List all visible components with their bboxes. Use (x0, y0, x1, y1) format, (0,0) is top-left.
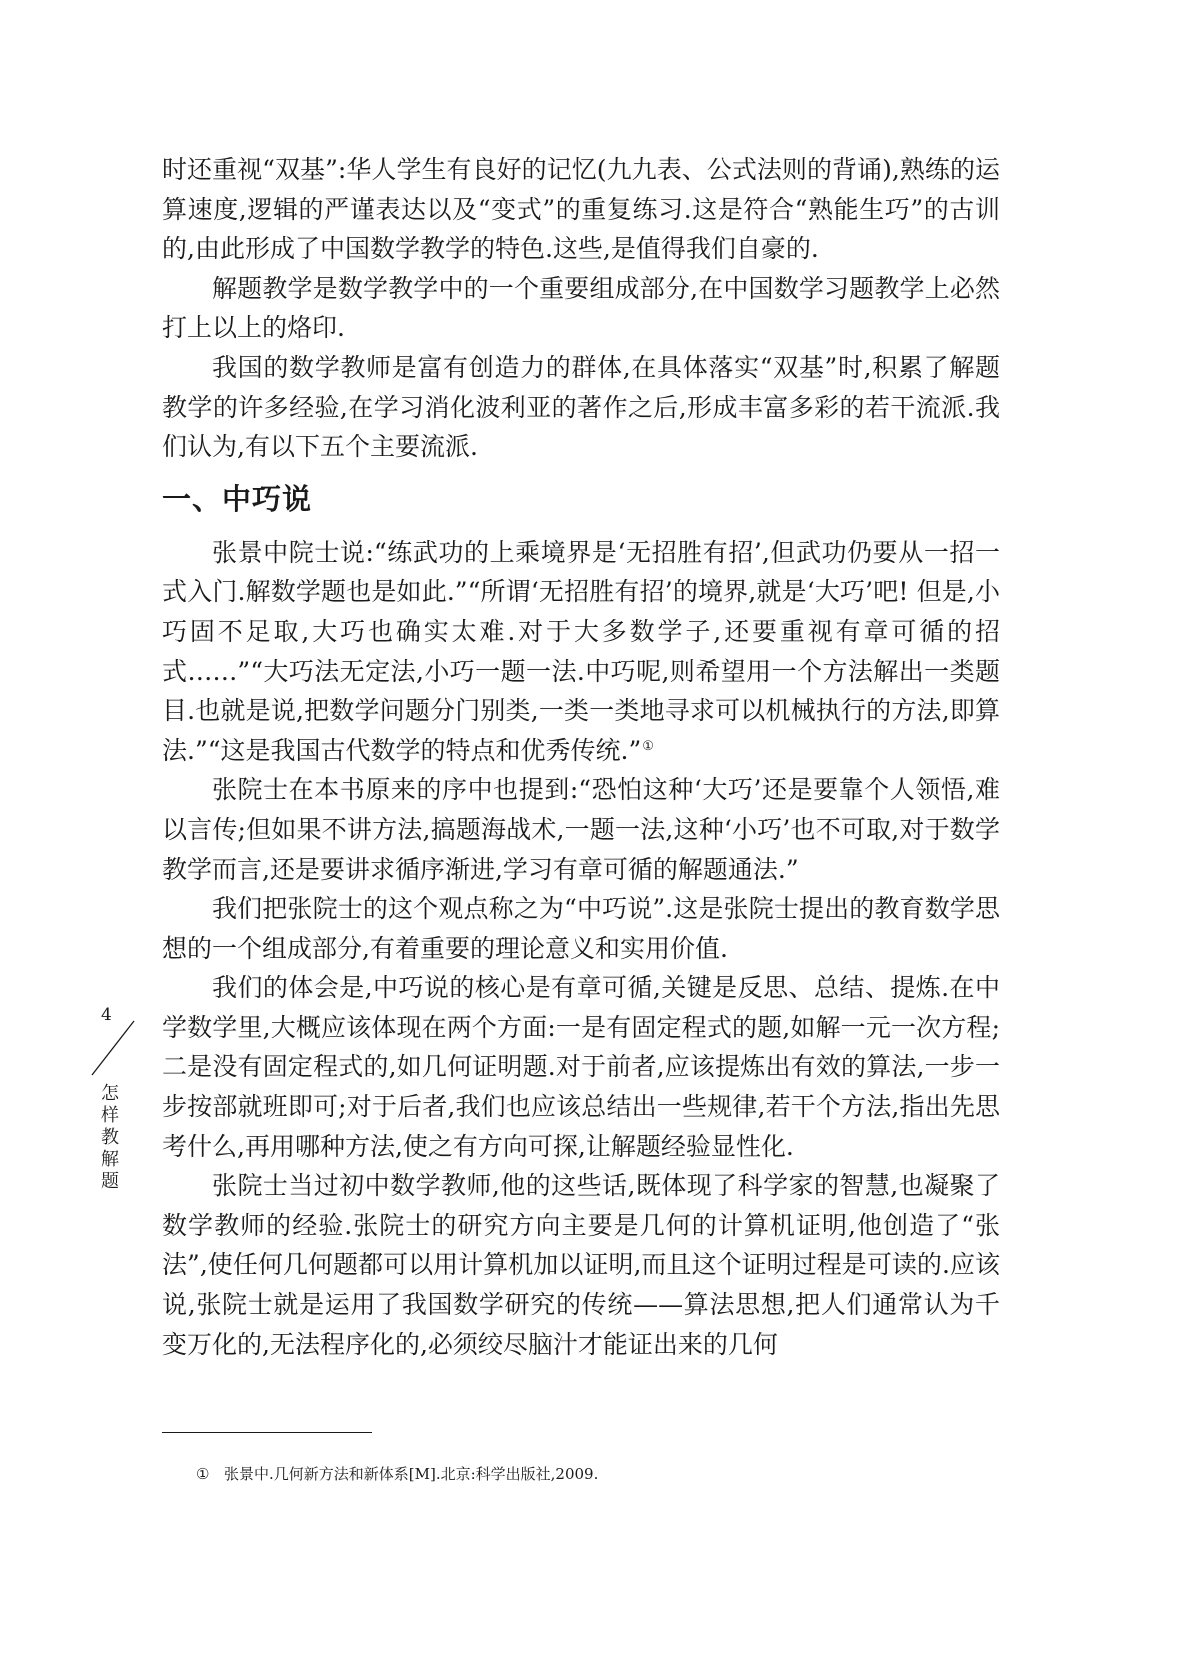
paragraph-with-footnote (162, 533, 1000, 771)
footnote (196, 1463, 598, 1485)
paragraph: 张院士在本书原来的序中也提到:“恐怕这种‘大巧’还是要靠个人领悟,难以言传;但如果不讲方法,搞题海战术,一题一法,这种‘小巧’也不可取,对于数学教学而言,还是要讲求循序渐进,学习有章可循的解题通法.” (162, 775, 1000, 884)
margin-divider-line (88, 1019, 140, 1077)
paragraph: 张院士当过初中数学教师,他的这些话,既体现了科学家的智慧,也凝聚了数学教师的经验.张院士的研究方向主要是几何的计算机证明,他创造了“张法”,使任何几何题都可以用计算机加以证明,而且这个证明过程是可读的.应该说,张院士就是运用了我国数学研究的传统——算法思想,把人们通常认为千变万化的,无法程序化的,必须绞尽脑汁才能证出来的几何 (162, 1171, 1000, 1359)
book-title-vertical: 怎样教解题 (98, 1083, 119, 1193)
footnote-text: 张景中.几何新方法和新体系[M].北京:科学出版社,2009. (224, 1465, 599, 1483)
footnote-reference: ① (642, 738, 654, 754)
page-number: 4 (101, 1005, 112, 1025)
paragraph: 我们的体会是,中巧说的核心是有章可循,关键是反思、总结、提炼.在中学数学里,大概应该体现在两个方面:一是有固定程式的题,如解一元一次方程;二是没有固定程式的,如几何证明题.对于前者,应该提炼出有效的算法,一步一步按部就班即可;对于后者,我们也应该总结出一些规律,若干个方法,指出先思考什么,再用哪种方法,使之有方向可探,让解题经验显性化. (162, 973, 1000, 1161)
paragraph-continued: 时还重视“双基”:华人学生有良好的记忆(九九表、公式法则的背诵),熟练的运算速度,逻辑的严谨表达以及“变式”的重复练习.这是符合“熟能生巧”的古训的,由此形成了中国数学教学的特色.这些,是值得我们自豪的. (162, 155, 1000, 264)
margin-running-head (84, 1005, 144, 1235)
paragraph: 我国的数学教师是富有创造力的群体,在具体落实“双基”时,积累了解题教学的许多经验,在学习消化波利亚的著作之后,形成丰富多彩的若干流派.我们认为,有以下五个主要流派. (162, 352, 1000, 462)
main-text (162, 150, 1000, 1364)
paragraph-text: 张景中院士说:“练武功的上乘境界是‘无招胜有招’,但武功仍要从一招一式入门.解数学题也是如此.”“所谓‘无招胜有招’的境界,就是‘大巧’吧! 但是,小巧固不足取,大巧也确实太难.对于大多数学子,还要重视有章可循的招式……”“大巧法无定法,小巧一题一法.中巧呢,则希望用一个方法解出一类题目.也就是说,把数学问题分门别类,一类一类地寻求可以机械执行的方法,即算法.”“这是我国古代数学的特点和优秀传统.” (162, 537, 1000, 765)
footnote-divider (162, 1432, 372, 1433)
section-heading: 一、中巧说 (162, 481, 313, 516)
paragraph: 解题教学是数学教学中的一个重要组成部分,在中国数学习题教学上必然打上以上的烙印. (162, 273, 1000, 343)
paragraph: 我们把张院士的这个观点称之为“中巧说”.这是张院士提出的教育数学思想的一个组成部分,有着重要的理论意义和实用价值. (162, 894, 1000, 963)
footnote-mark: ① (196, 1465, 210, 1483)
